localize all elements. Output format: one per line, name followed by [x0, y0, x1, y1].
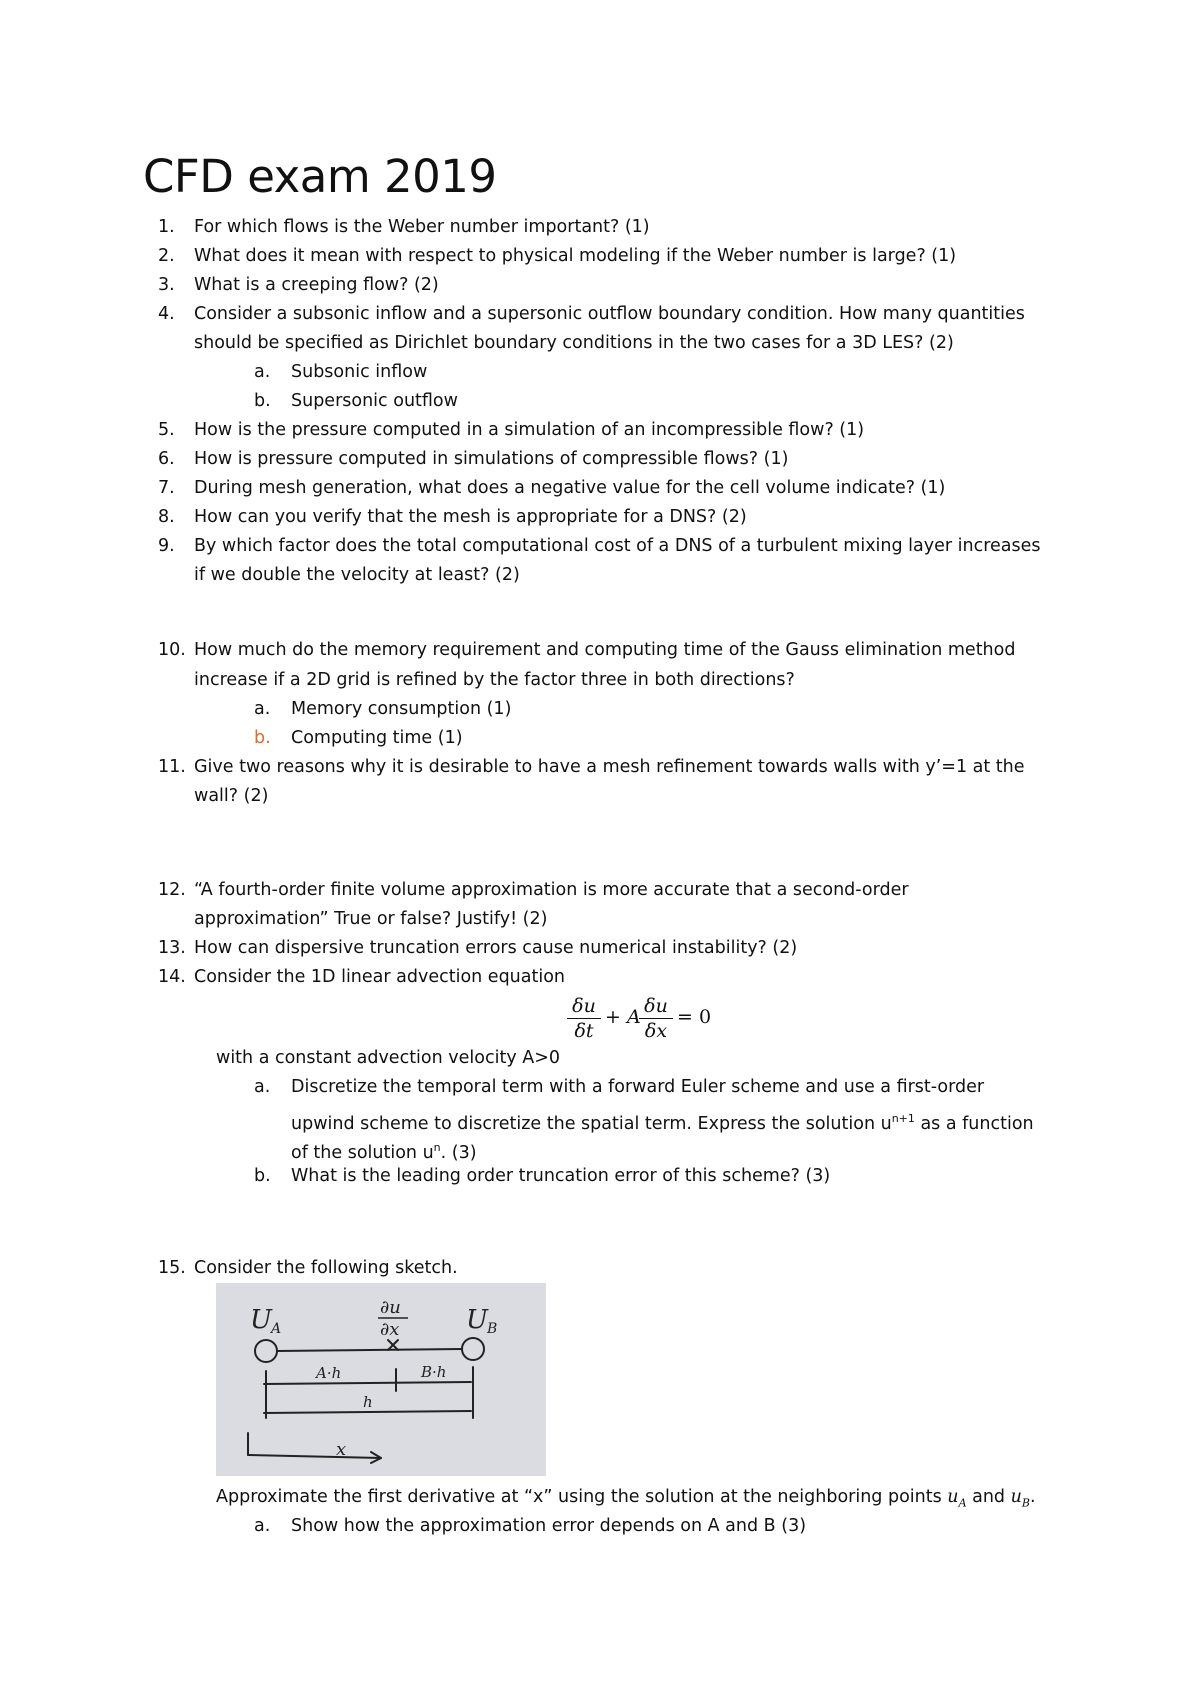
sub-text-line-2: upwind scheme to discretize the spatial term. Express the solution $u^{n+1}$ as a function: [291, 1112, 1034, 1134]
question-text: How can dispersive truncation errors cause numerical instability? (2): [194, 938, 798, 958]
question-number: 13.: [158, 938, 186, 958]
sub-text: What is the leading order truncation error of this scheme? (3): [291, 1166, 831, 1186]
denominator: δt: [574, 1020, 594, 1042]
sub-label: a.: [254, 362, 271, 382]
sub-text: Supersonic outflow: [291, 391, 458, 411]
numerator: δu: [644, 995, 668, 1017]
question-text-line-2: wall? (2): [194, 786, 269, 806]
approx-end: .: [1029, 1487, 1036, 1507]
label-ub: U: [466, 1305, 488, 1335]
question-number: 9.: [158, 536, 175, 556]
approx-ua-sub: A: [958, 1496, 967, 1510]
question-text-line-1: By which factor does the total computational cost of a DNS of a turbulent mixing layer increases: [194, 536, 1041, 556]
point-b-circle: [462, 1338, 484, 1360]
label-ua-sub: A: [271, 1321, 282, 1337]
question-text: For which flows is the Weber number important? (1): [194, 217, 650, 237]
question-number: 10.: [158, 640, 186, 660]
question-number: 7.: [158, 478, 175, 498]
question-text-line-1: Consider a subsonic inflow and a supersonic outflow boundary condition. How many quantities: [194, 304, 1025, 324]
sketch-drawing: [216, 1283, 546, 1476]
label-x: x: [336, 1439, 347, 1460]
question-number: 4.: [158, 304, 175, 324]
fraction-du-dx: [639, 994, 673, 1043]
label-ub-sub: B: [487, 1321, 498, 1337]
sub-text: Computing time (1): [291, 728, 463, 748]
fraction-du-dt: [567, 994, 601, 1043]
dim-line-ah-bh: [264, 1382, 471, 1384]
numerator: δu: [572, 995, 596, 1017]
label-h: h: [363, 1393, 373, 1411]
sub-label: a.: [254, 1516, 271, 1536]
equals-zero: = 0: [677, 1006, 712, 1028]
question-text: How is pressure computed in simulations of compressible flows? (1): [194, 449, 789, 469]
sub-text-line-1: Discretize the temporal term with a forward Euler scheme and use a first-order: [291, 1077, 985, 1097]
label-deriv-den: ∂x: [380, 1319, 400, 1340]
question-text-line-2: should be specified as Dirichlet boundary conditions in the two cases for a 3D LES? (2): [194, 333, 954, 353]
plus-a: + A: [605, 1006, 641, 1028]
sub-label: b.: [254, 1166, 271, 1186]
question-number: 2.: [158, 246, 175, 266]
approx-ua: u: [947, 1487, 959, 1507]
question-text: with a constant advection velocity A>0: [216, 1048, 561, 1068]
question-text-line-1: Give two reasons why it is desirable to have a mesh refinement towards walls with y’=1 at the: [194, 757, 1025, 777]
label-ua: U: [250, 1305, 272, 1335]
denominator: δx: [644, 1020, 668, 1042]
question-text: Consider the following sketch.: [194, 1258, 458, 1278]
question-text-line-1: “A fourth-order finite volume approximation is more accurate that a second-order: [194, 880, 909, 900]
question-number: 6.: [158, 449, 175, 469]
sub-text-line-3: of the solution $u^n$. (3): [291, 1141, 477, 1163]
point-a-circle: [255, 1340, 277, 1362]
advection-equation: [567, 994, 727, 1064]
approx-and: and: [966, 1487, 1011, 1507]
sub-text: Subsonic inflow: [291, 362, 428, 382]
question-14-after: [216, 1044, 560, 1073]
question-text: During mesh generation, what does a negative value for the cell volume indicate? (1): [194, 478, 946, 498]
question-text-line-2: if we double the velocity at least? (2): [194, 565, 520, 585]
question-number: 15.: [158, 1258, 186, 1278]
question-text: Consider the 1D linear advection equation: [194, 967, 566, 987]
approx-ub: u: [1010, 1487, 1022, 1507]
sub-label: a.: [254, 699, 271, 719]
approx-ub-sub: B: [1021, 1496, 1030, 1510]
question-number: 3.: [158, 275, 175, 295]
question-text: What does it mean with respect to physical modeling if the Weber number is large? (1): [194, 246, 957, 266]
approx-text: Approximate the first derivative at “x” using the solution at the neighboring points: [216, 1487, 948, 1507]
label-bh: B·h: [421, 1363, 447, 1381]
sub-label: b.: [254, 728, 271, 748]
sub-label: b.: [254, 391, 271, 411]
sub-text: Show how the approximation error depends on A and B (3): [291, 1516, 807, 1536]
page-title: CFD exam 2019: [143, 150, 497, 203]
dim-line-h: [264, 1411, 471, 1413]
axis-horizontal: [248, 1455, 381, 1458]
question-number: 12.: [158, 880, 186, 900]
grid-line: [277, 1349, 462, 1351]
question-number: 11.: [158, 757, 186, 777]
sub-label: a.: [254, 1077, 271, 1097]
question-number: 5.: [158, 420, 175, 440]
question-text: How is the pressure computed in a simulation of an incompressible flow? (1): [194, 420, 865, 440]
label-deriv-num: ∂u: [380, 1297, 401, 1318]
label-ah: A·h: [316, 1364, 342, 1382]
question-number: 8.: [158, 507, 175, 527]
question-text-line-2: increase if a 2D grid is refined by the factor three in both directions?: [194, 670, 795, 690]
sub-text: Memory consumption (1): [291, 699, 512, 719]
question-number: 1.: [158, 217, 175, 237]
finite-difference-sketch: [216, 1283, 546, 1476]
question-number: 14.: [158, 967, 186, 987]
question-text-line-2: approximation” True or false? Justify! (2): [194, 909, 548, 929]
question-text-line-1: How much do the memory requirement and computing time of the Gauss elimination method: [194, 640, 1016, 660]
question-text: What is a creeping flow? (2): [194, 275, 439, 295]
question-text: How can you verify that the mesh is appropriate for a DNS? (2): [194, 507, 747, 527]
